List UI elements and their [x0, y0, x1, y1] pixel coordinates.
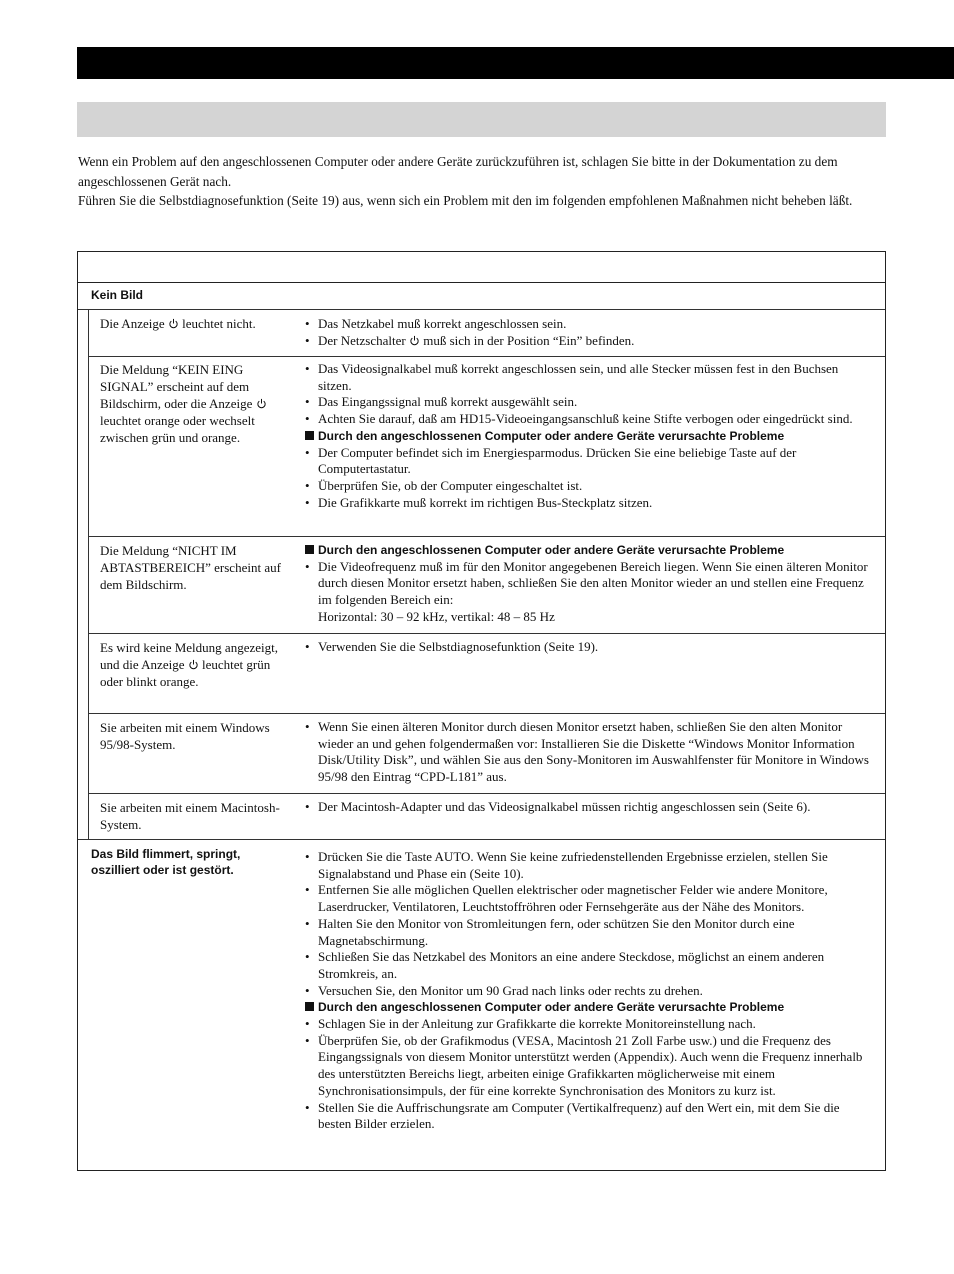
remedy-r2: • Das Videosignalkabel muß korrekt angeschlossen sein, und alle Stecker müssen fest in den Buchsen sitzen. • Das Eingangssignal muß korrekt ausgewählt sein. • Achten Sie darauf, daß am HD15-Videoeingangsanschluß keine Stifte verbogen oder eingedrückt sind. Durch den angeschlossenen Computer oder andere Geräte verursachte Probleme • Der Computer befindet sich im Energiesparmodus. Drücken Sie eine beliebige Taste auf der Computertastatur. • Überprüfen Sie, ob der Computer eingeschaltet ist. • Die Grafikkarte muß korrekt im richtigen Bus-Steckplatz sitzen.	[305, 361, 853, 510]
table-header-row	[78, 252, 885, 283]
symptom-r3: Die Meldung “NICHT IM ABTASTBEREICH” erscheint auf dem Bildschirm.	[100, 543, 281, 592]
row-divider	[88, 793, 885, 794]
square-bullet-icon	[305, 545, 314, 554]
power-icon	[409, 335, 420, 346]
row-divider	[78, 309, 885, 310]
intro-paragraph-1: Wenn ein Problem auf den angeschlossenen Computer oder andere Geräte zurückzuführen ist, schlagen Sie bitte in der Dokumentation zu dem angeschlossenen Gerät nach.	[78, 154, 838, 189]
symptom-r6: Sie arbeiten mit einem Macintosh-System.	[100, 800, 280, 832]
row-divider	[88, 356, 885, 357]
row-divider	[88, 713, 885, 714]
remedy-r6: • Der Macintosh-Adapter und das Videosignalkabel müssen richtig angeschlossen sein (Seite 6).	[305, 799, 811, 814]
symptom-r5: Sie arbeiten mit einem Windows 95/98-System.	[100, 720, 270, 752]
symptom-r2: Die Meldung “KEIN EING SIGNAL” erscheint auf dem Bildschirm, oder die Anzeige leuchtet orange oder wechselt zwischen grün und orange.	[100, 361, 290, 446]
remedy-r7: • Drücken Sie die Taste AUTO. Wenn Sie keine zufriedenstellenden Ergebnisse erzielen, stellen Sie Signalabstand und Phase ein (Seite 10). • Entfernen Sie alle möglichen Quellen elektrischer oder magnetischer Felder wie andere Monitore, Laserdrucker, Ventilatoren, Leuchtstoffröhren oder Fernsehgeräte aus der Nähe des Monitors. • Halten Sie den Monitor von Stromleitungen fern, oder schützen Sie den Monitor durch eine Magnetabschirmung. • Schließen Sie das Netzkabel des Monitors an eine andere Steckdose, möglichst an einem anderen Stromkreis, an. • Versuchen Sie, den Monitor um 90 Grad nach links oder rechts zu drehen. Durch den angeschlossenen Computer oder andere Geräte verursachte Probleme • Schlagen Sie in der Anleitung zur Grafikkarte die korrekte Monitoreinstellung nach. • Überprüfen Sie, ob der Grafikmodus (VESA, Macintosh 21 Zoll Farbe usw.) und die Frequenz des Eingangssignals von diesem Monitor unterstützt werden (Appendix). Auch wenn die Frequenz innerhalb des unterstützten Bereichs liegt, arbeiten einige Grafikkarten möglicherweise mit einem Synchronisationsimpuls, der für eine korrekte Synchronisation des Monitors zu kurz ist. • Stellen Sie die Auffrischungsrate am Computer (Vertikalfrequenz) auf den Wert ein, mit dem Sie die besten Bilder erzielen.	[305, 849, 863, 1132]
row-divider	[78, 839, 885, 840]
power-icon	[168, 318, 179, 329]
power-icon	[256, 398, 267, 409]
remedy-r4: • Verwenden Sie die Selbstdiagnosefunktion (Seite 19).	[305, 639, 599, 654]
intro-text	[78, 152, 886, 211]
power-icon	[188, 659, 199, 670]
section-header-bar	[77, 102, 886, 137]
row-divider	[88, 633, 885, 634]
troubleshooting-table	[77, 251, 886, 1171]
remedy-r5: • Wenn Sie einen älteren Monitor durch diesen Monitor ersetzt haben, schließen Sie den alten Monitor wieder an und gehen folgendermaßen vor: Installieren Sie die Diskette “Windows Monitor Information Disk/Utility Disk”, und wählen Sie aus den Sony-Monitoren im Auswahlfenster für Monitore in Windows 95/98 den Eintrag “CPD-L181” aus.	[305, 719, 869, 785]
square-bullet-icon	[305, 1002, 314, 1011]
category-no-picture: Kein Bild	[91, 288, 144, 302]
remedy-r1: • Das Netzkabel muß korrekt angeschlossen sein. • Der Netzschalter muß sich in der Position “Ein” befinden.	[305, 316, 635, 348]
category-flicker: Das Bild flimmert, springt, oszilliert oder ist gestört.	[91, 847, 241, 877]
square-bullet-icon	[305, 431, 314, 440]
remedy-r3: Durch den angeschlossenen Computer oder andere Geräte verursachte Probleme • Die Videofrequenz muß im für den Monitor angegebenen Bereich liegen. Wenn Sie einen älteren Monitor durch diesen Monitor ersetzt haben, schließen Sie den alten Monitor wieder an und stellen eine Frequenz im folgenden Bereich ein: Horizontal: 30 – 92 kHz, vertikal: 48 – 85 Hz	[305, 543, 868, 624]
chapter-header-bar	[77, 47, 954, 79]
intro-paragraph-2: Führen Sie die Selbstdiagnosefunktion (Seite 19) aus, wenn sich ein Problem mit den im folgenden empfohlenen Maßnahmen nicht beheben läßt.	[78, 193, 853, 208]
symptom-r4: Es wird keine Meldung angezeigt, und die Anzeige leuchtet grün oder blinkt orange.	[100, 640, 278, 689]
indent-rule	[88, 309, 89, 839]
symptom-r1: Die Anzeige leuchtet nicht.	[100, 316, 256, 331]
row-divider	[88, 536, 885, 537]
